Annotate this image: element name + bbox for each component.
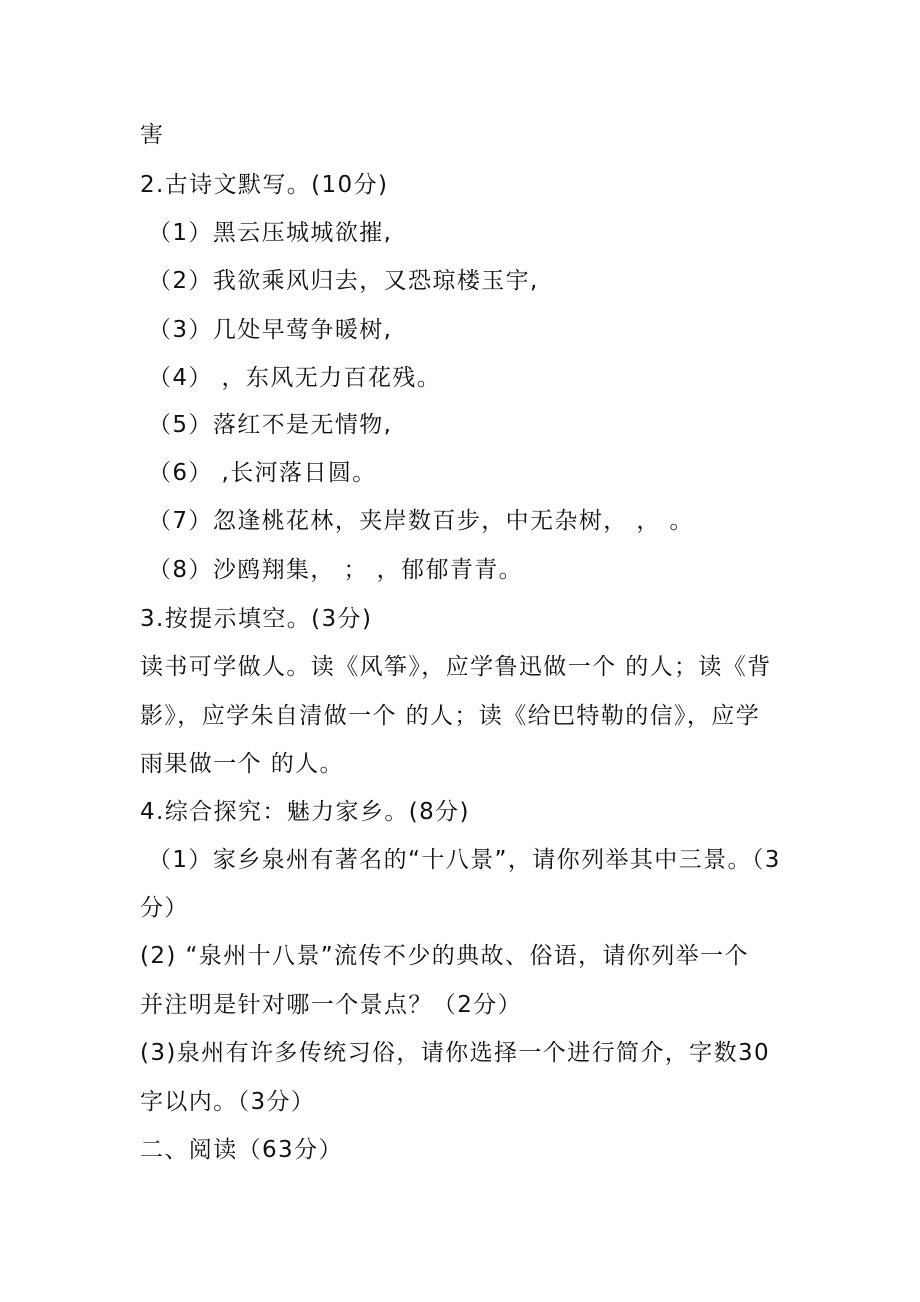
question-4-item-1-cont: 分） bbox=[140, 895, 189, 921]
question-3-text: 雨果做一个 的人。 bbox=[140, 751, 344, 777]
question-2-item-6: （6） ,长河落日圆。 bbox=[148, 460, 377, 486]
question-3-text: 读书可学做人。读《风筝》，应学鲁迅做一个 的人；读《背 bbox=[140, 654, 772, 680]
question-2-item-5: （5）落红不是无情物, bbox=[148, 412, 393, 438]
section-2-heading: 二、阅读（63分） bbox=[140, 1137, 343, 1163]
text-line-continuation: 害 bbox=[140, 122, 165, 148]
question-2-heading: 2.古诗文默写。(10分) bbox=[140, 172, 389, 198]
question-4-item-3: (3)泉州有许多传统习俗，请你选择一个进行简介，字数30 bbox=[140, 1040, 771, 1066]
question-4-item-3-cont: 字以内。（3分） bbox=[140, 1089, 316, 1115]
question-2-item-2: （2）我欲乘风归去，又恐琼楼玉宇, bbox=[148, 268, 539, 294]
question-3-text: 影》，应学朱自清做一个 的人；读《给巴特勒的信》，应学 bbox=[140, 703, 761, 729]
question-3-heading: 3.按提示填空。(3分) bbox=[140, 606, 373, 632]
question-4-heading: 4.综合探究：魅力家乡。(8分) bbox=[140, 799, 470, 825]
question-2-item-1: （1）黑云压城城欲摧, bbox=[148, 220, 393, 246]
question-2-item-8: （8）沙鸥翔集， ； ，郁郁青青。 bbox=[148, 557, 524, 583]
question-2-item-7: （7）忽逢桃花林，夹岸数百步，中无杂树， ， 。 bbox=[148, 508, 694, 534]
question-2-item-3: （3）几处早莺争暖树, bbox=[148, 317, 393, 343]
question-2-item-4: （4） ，东风无力百花残。 bbox=[148, 365, 442, 391]
question-4-item-2-cont: 并注明是针对哪一个景点？（2分） bbox=[140, 992, 523, 1018]
question-4-item-2: (2) “泉州十八景”流传不少的典故、俗语，请你列举一个 bbox=[140, 943, 749, 969]
question-4-item-1: （1）家乡泉州有著名的“十八景”，请你列举其中三景。（3 bbox=[148, 847, 781, 873]
